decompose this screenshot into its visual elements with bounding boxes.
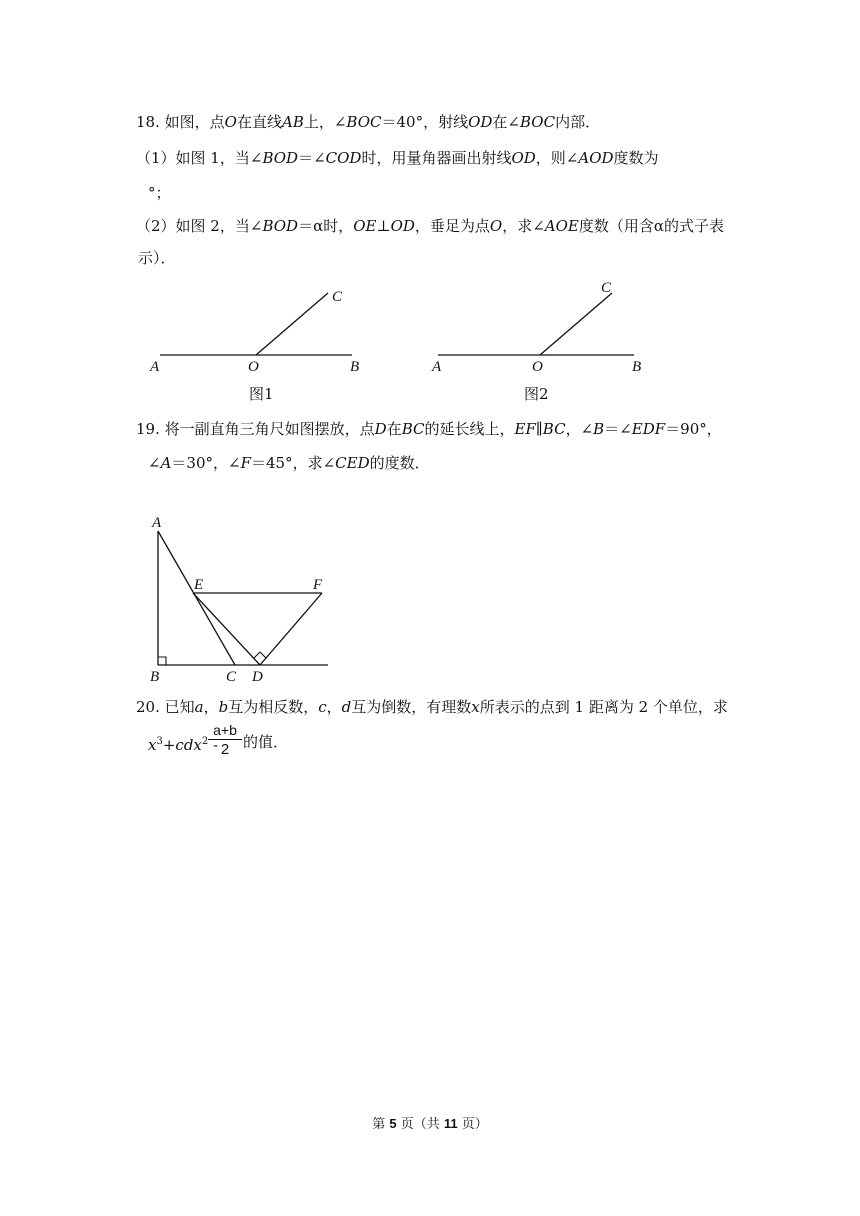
fig2-label-a: A (432, 359, 442, 375)
q18-line1: 18. 如图，点O在直线AB上，∠BOC＝40°，射线OD在∠BOC内部． (136, 113, 601, 131)
line-fd (260, 593, 322, 665)
label-d: D (252, 669, 263, 685)
figure-2 (431, 280, 641, 375)
fig2-ray-oc (540, 293, 612, 355)
q18-part2: （2）如图 2，当∠BOD＝α时，OE⊥OD，垂足为点O，求∠AOE度数（用含α的式子表 (136, 217, 725, 235)
label-c: C (226, 669, 237, 685)
fig2-label-b: B (632, 359, 642, 375)
q18-part1: （1）如图 1，当∠BOD＝∠COD时，用量角器画出射线OD，则∠AOD度数为 (136, 149, 659, 167)
q19-line2: ∠A＝30°，∠F＝45°，求∠CED的度数． (148, 454, 430, 472)
right-angle-b (158, 657, 166, 665)
fig1-ray-oc (256, 293, 328, 355)
q19-figure (0, 500, 860, 700)
fig2-label-o: O (532, 359, 543, 375)
q19-line1: 19. 将一副直角三角尺如图摆放，点D在BC的延长线上，EF∥BC，∠B＝∠EDF＝90°， (136, 420, 722, 438)
q20-expression: $x^3+cdx^2$ - (148, 736, 219, 754)
fraction-a-plus-b-over-2: $\frac{a+b}{2}$ (208, 722, 242, 760)
fig1-label-b: B (350, 359, 360, 375)
page-footer: 第 5 页（共 11 页） (372, 1116, 488, 1132)
fig1-label-a: A (150, 359, 160, 375)
fig1-caption: 图1 (249, 385, 274, 403)
label-e: E (194, 577, 204, 593)
fig1-label-c: C (332, 289, 343, 305)
label-b: B (150, 669, 160, 685)
figure-1 (149, 289, 359, 375)
q20-tail: 的值． (243, 733, 289, 751)
q20-line1: 20. 已知a，b互为相反数，c，d互为倒数，有理数x所表示的点到 1 距离为 2 个单位，求 (136, 698, 728, 716)
label-a: A (152, 515, 162, 531)
fig1-label-o: O (248, 359, 259, 375)
fig2-caption: 图2 (524, 385, 549, 403)
line-ed (193, 593, 260, 665)
q18-part2-cont: 示）． (138, 249, 176, 267)
right-angle-d (254, 652, 266, 658)
q18-part1-cont: °； (148, 184, 171, 202)
fig2-label-c: C (601, 280, 612, 296)
label-f: F (313, 577, 323, 593)
triangle-side-ac (158, 531, 235, 665)
